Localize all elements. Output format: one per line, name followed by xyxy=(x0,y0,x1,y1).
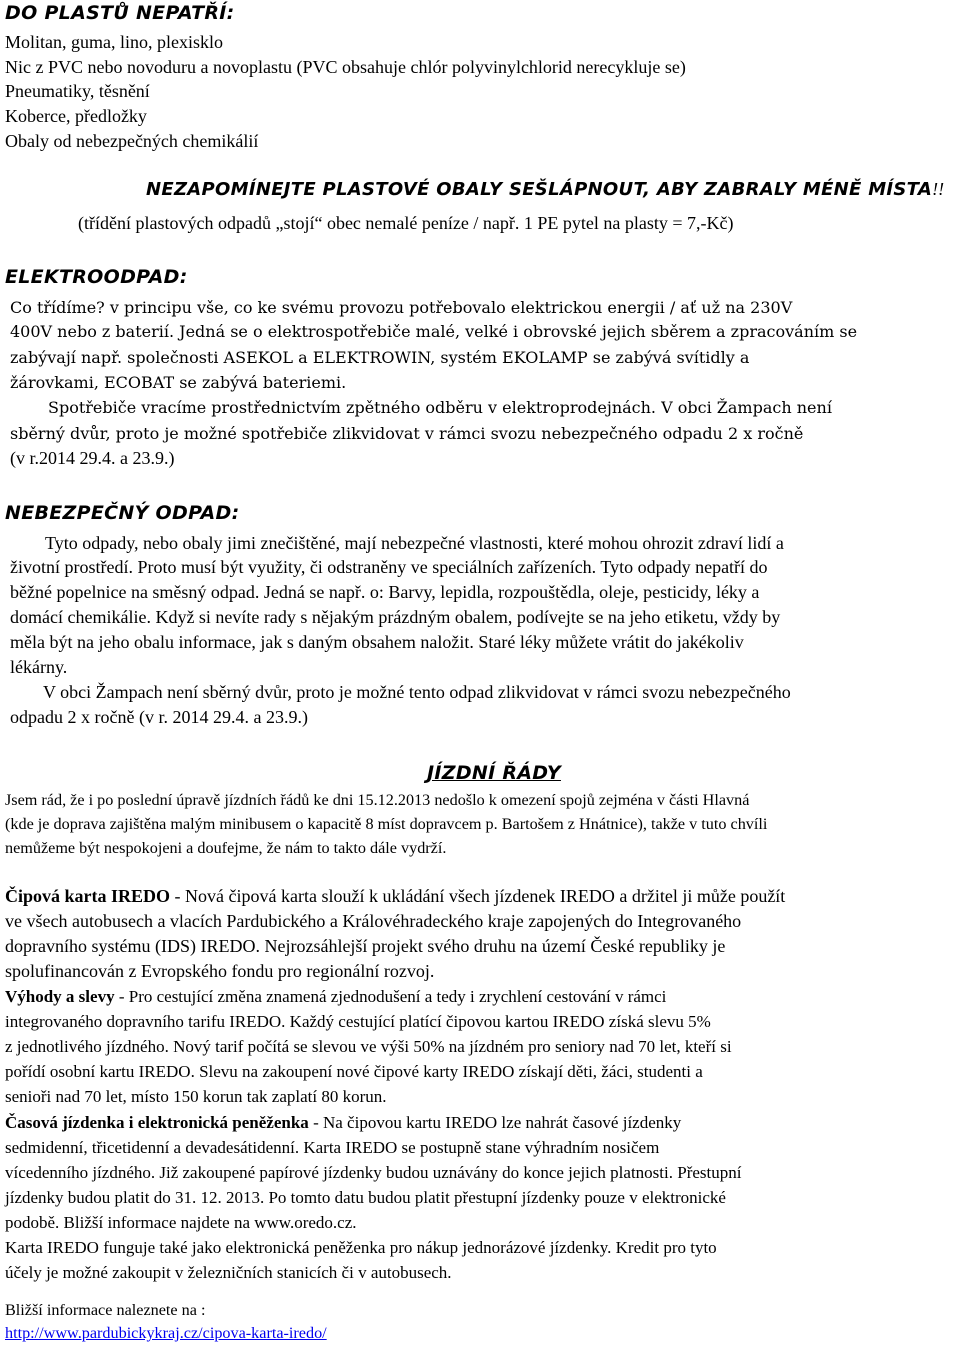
list-item: Koberce, předložky xyxy=(5,106,147,126)
text-line: Jsem rád, že i po poslední úpravě jízdních řádů ke dni 15.12.2013 nedošlo k omezení spojů zejména v části Hlavná xyxy=(5,791,750,809)
text-line: sběrný dvůr, proto je možné spotřebiče zlikvidovat v rámci svozu nebezpečného odpadu 2 x ročně xyxy=(10,424,804,443)
text-line: spolufinancován z Evropského fondu pro regionální rozvoj. xyxy=(5,961,435,981)
section-heading-elektro: ELEKTROODPAD: xyxy=(5,266,188,288)
text-line: pořídí osobní kartu IREDO. Slevu na zakoupení nové čipové karty IREDO získají děti, žáci, studenti a xyxy=(5,1062,703,1081)
text-line: vícedenního jízdného. Již zakoupené papírové jízdenky budou uznávány do konce jejich platnosti. Přestupní xyxy=(5,1163,742,1182)
text-line: 400V nebo z baterií. Jedná se o elektrospotřebiče malé, velké i obrovské jejich sběrem a zpracováním se xyxy=(10,322,858,341)
notice-text: NEZAPOMÍNEJTE PLASTOVÉ OBALY SEŠLÁPNOUT, ABY ZABRALY MÉNĚ MÍSTA xyxy=(146,179,933,200)
vyhody-title: Výhody a slevy xyxy=(5,987,115,1006)
info-label: Bližší informace naleznete na : xyxy=(5,1301,206,1319)
text-line: podobě. Bližší informace najdete na www.oredo.cz. xyxy=(5,1213,357,1232)
karta-line xyxy=(5,886,785,907)
text-line: jízdenky budou platit do 31. 12. 2013. Po tomto datu budou platit přestupní jízdenky pouze v elektronické xyxy=(5,1188,726,1207)
karta-title: Čipová karta IREDO xyxy=(5,886,171,906)
list-item: Nic z PVC nebo novoduru a novoplastu (PVC obsahuje chlór polyvinylchlorid nerecykluje se) xyxy=(5,57,686,77)
notice-note: (třídění plastových odpadů „stojí“ obec nemalé peníze / např. 1 PE pytel na plasty = 7,-Kč) xyxy=(78,213,734,233)
casova-rest: - Na čipovou kartu IREDO lze nahrát časové jízdenky xyxy=(308,1113,682,1132)
text-line: sedmidenní, třicetidenní a devadesátidenní. Karta IREDO se postupně stane výhradním nosičem xyxy=(5,1138,660,1157)
notice-mark: !! xyxy=(932,179,945,199)
text-line: senioři nad 70 let, místo 150 korun tak zaplatí 80 korun. xyxy=(5,1087,387,1106)
text-line: zabývají např. společnosti ASEKOL a ELEKTROWIN, systém EKOLAMP se zabývá svítidly a xyxy=(10,348,750,367)
text-line: měla být na jeho obalu informace, jak s daným obsahem naložit. Staré léky můžete vrátit do jakékoliv xyxy=(10,632,744,652)
text-line: domácí chemikálie. Když si nevíte rady s nějakým prázdným obalem, podívejte se na jeho etiketu, vždy by xyxy=(10,607,781,627)
notice-line xyxy=(146,179,944,200)
karta-line1-rest: - Nová čipová karta slouží k ukládání všech jízdenek IREDO a držitel ji může použít xyxy=(170,886,786,906)
vyhody-rest: - Pro cestující změna znamená zjednodušení a tedy i zrychlení cestování v rámci xyxy=(114,987,667,1006)
text-line: (v r.2014 29.4. a 23.9.) xyxy=(10,448,175,468)
list-item: Obaly od nebezpečných chemikálií xyxy=(5,131,259,151)
text-line: z jednotlivého jízdného. Nový tarif počítá se slevou ve výši 50% na jízdném pro seniory nad 70 let, kteří si xyxy=(5,1037,732,1056)
text-line: integrovaného dopravního tarifu IREDO. Každý cestující platící čipovou kartou IREDO získá slevu 5% xyxy=(5,1012,711,1031)
text-line: Spotřebiče vracíme prostřednictvím zpětného odběru v elektroprodejnách. V obci Žampach není xyxy=(48,398,832,417)
text-line: lékárny. xyxy=(10,657,68,677)
text-line: žárovkami, ECOBAT se zabývá bateriemi. xyxy=(10,373,347,392)
section-heading-jizdni: JÍZDNÍ ŘÁDY xyxy=(427,762,561,784)
text-line: odpadu 2 x ročně (v r. 2014 29.4. a 23.9.) xyxy=(10,707,308,727)
text-line: Karta IREDO funguje také jako elektronická peněženka pro nákup jednorázové jízdenky. Kredit pro tyto xyxy=(5,1238,717,1257)
casova-title: Časová jízdenka i elektronická peněženka xyxy=(5,1113,309,1132)
text-line: dopravního systému (IDS) IREDO. Nejrozsáhlejší projekt svého druhu na území České republiky je xyxy=(5,936,726,956)
text-line: Co třídíme? v principu vše, co ke svému provozu potřebovalo elektrickou energii / ať už na 230V xyxy=(10,298,793,317)
casova-line xyxy=(5,1113,681,1133)
iredo-link[interactable]: http://www.pardubickykraj.cz/cipova-karta-iredo/ xyxy=(5,1324,327,1342)
list-item: Pneumatiky, těsnění xyxy=(5,81,150,101)
text-line: nemůžeme být nespokojeni a doufejme, že nám to takto dále vydrží. xyxy=(5,839,447,857)
text-line: (kde je doprava zajištěna malým minibusem o kapacitě 8 míst dopravcem p. Bartošem z Hnátnice), takže v tuto chvíli xyxy=(5,815,768,833)
list-item: Molitan, guma, lino, plexisklo xyxy=(5,32,223,52)
text-line: životní prostředí. Proto musí být využity, či odstraněny ve speciálních zařízeních. Tyto odpady nepatří do xyxy=(10,557,768,577)
text-line: Tyto odpady, nebo obaly jimi znečištěné, mají nebezpečné vlastnosti, které mohou ohrozit zdraví lidí a xyxy=(45,533,784,553)
text-line: ve všech autobusech a vlacích Pardubického a Královéhradeckého kraje zapojených do Integrovaného xyxy=(5,911,742,931)
text-line: účely je možné zakoupit v železničních stanicích či v autobusech. xyxy=(5,1263,452,1282)
text-line: běžné popelnice na směsný odpad. Jedná se např. o: Barvy, lepidla, rozpouštědla, oleje, pesticidy, léky a xyxy=(10,582,760,602)
vyhody-line xyxy=(5,987,666,1007)
text-line: V obci Žampach není sběrný dvůr, proto je možné tento odpad zlikvidovat v rámci svozu nebezpečného xyxy=(43,682,791,702)
section-heading-plast: DO PLASTŮ NEPATŘÍ: xyxy=(5,2,235,24)
section-heading-nebezpecny: NEBEZPEČNÝ ODPAD: xyxy=(5,502,240,524)
